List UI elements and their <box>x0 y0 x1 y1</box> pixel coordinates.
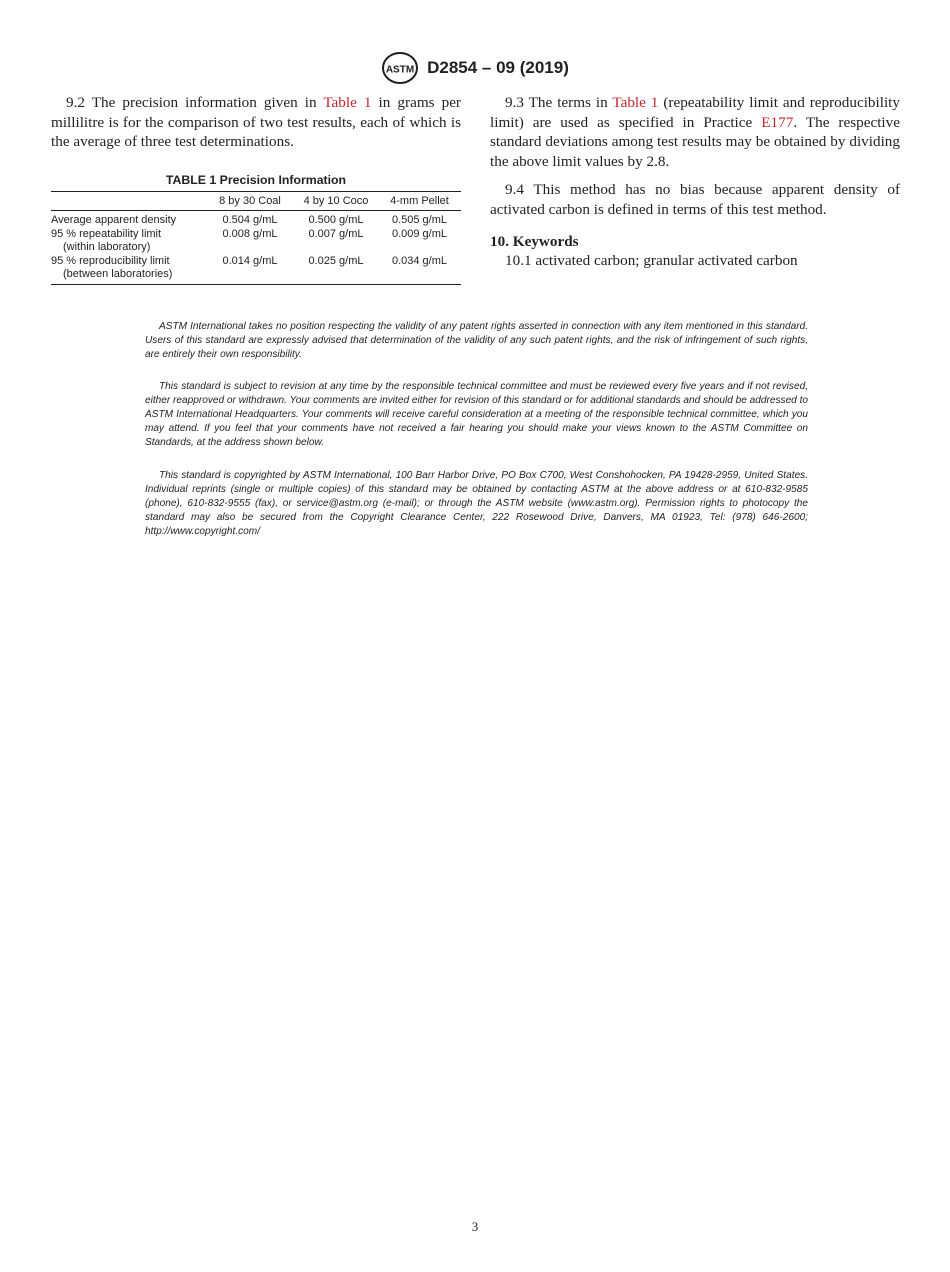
table-cell: 0.009 g/mL <box>391 227 448 240</box>
logo-text: ASTM <box>385 64 415 76</box>
page-header <box>0 50 950 86</box>
section-heading-keywords: 10. Keywords <box>490 233 579 250</box>
astm-logo-icon <box>381 51 419 85</box>
document-id: D2854 – 09 (2019) <box>427 58 569 77</box>
paragraph-9-2: 9.2 The precision information given in Table 1 in grams per millilitre is for the comparison of two test results, each of which is the average of three test determinations. <box>51 94 461 150</box>
page-number: 3 <box>471 1219 479 1234</box>
paragraph-9-4: 9.4 This method has no bias because apparent density of activated carbon is defined in terms of this test method. <box>490 181 900 218</box>
table-1-link[interactable]: Table 1 <box>323 94 372 111</box>
table-header-row <box>51 191 461 211</box>
left-column <box>51 93 461 285</box>
table-cell: 0.505 g/mL <box>391 214 448 226</box>
table-cell: 0.008 g/mL <box>222 227 278 240</box>
precision-table <box>51 191 461 285</box>
table-title: TABLE 1 Precision Information <box>165 172 347 187</box>
column-header: 4-mm Pellet <box>390 194 449 207</box>
column-header <box>51 191 206 211</box>
copyright-notice: This standard is copyrighted by ASTM International, 100 Barr Harbor Drive, PO Box C700, West Conshohocken, PA 19428-2959, United States. Individual reprints (single or multiple copies) of this standard may be obtained by contacting ASTM at the above address or at 610-832-9585 (phone), 610-832-9555 (fax), or service@astm.org (e-mail); or through the ASTM website (www.astm.org). Permission rights to photocopy the standard may also be secured from the Copyright Clearance Center, 222 Rosewood Drive, Danvers, MA 01923, Tel: (978) 646-2600; http://www.copyright.com/ <box>145 470 808 537</box>
table-cell: 0.007 g/mL <box>308 227 364 240</box>
table-1-link[interactable]: Table 1 <box>612 94 659 111</box>
table-cell: 0.025 g/mL <box>308 254 364 267</box>
table-cell: 0.500 g/mL <box>308 214 364 226</box>
row-label: 95 % reproducibility limit (between laboratories) <box>51 254 173 280</box>
table-cell: 0.504 g/mL <box>222 214 278 226</box>
patent-notice: ASTM International takes no position respecting the validity of any patent rights asserted in connection with any item mentioned in this standard. Users of this standard are expressly advised that determination of the validity of any such patent rights, and the risk of infringement of such rights, are entirely their own responsibility. <box>145 321 808 360</box>
e177-link[interactable]: E177 <box>761 113 794 131</box>
table-row <box>51 228 461 255</box>
table-cell: 0.014 g/mL <box>222 254 278 267</box>
table-cell: 0.034 g/mL <box>391 254 448 267</box>
table-row <box>51 255 461 285</box>
row-label: Average apparent density <box>51 214 177 226</box>
table-row <box>51 211 461 228</box>
column-header: 4 by 10 Coco <box>303 194 369 207</box>
revision-notice: This standard is subject to revision at any time by the responsible technical committee and must be reviewed every five years and if not revised, either reapproved or withdrawn. Your comments are invited either for revision of this standard or for additional standards and should be addressed to ASTM International Headquarters. Your comments will receive careful consideration at a meeting of the responsible technical committee, which you may attend. If you feel that your comments have not received a fair hearing you should make your views known to the ASTM Committee on Standards, at the address shown below. <box>145 381 809 448</box>
paragraph-10-1: 10.1 activated carbon; granular activated carbon <box>505 252 798 269</box>
paragraph-9-3: 9.3 The terms in Table 1 (repeatability limit and reproducibility limit) are used as specified in Practice E177. The respective standard deviations among test results may be obtained by dividing the above limit values by 2.8. <box>490 94 900 170</box>
column-header: 8 by 30 Coal <box>219 194 281 207</box>
row-label: 95 % repeatability limit (within laboratory) <box>51 227 162 253</box>
right-column <box>490 93 900 271</box>
